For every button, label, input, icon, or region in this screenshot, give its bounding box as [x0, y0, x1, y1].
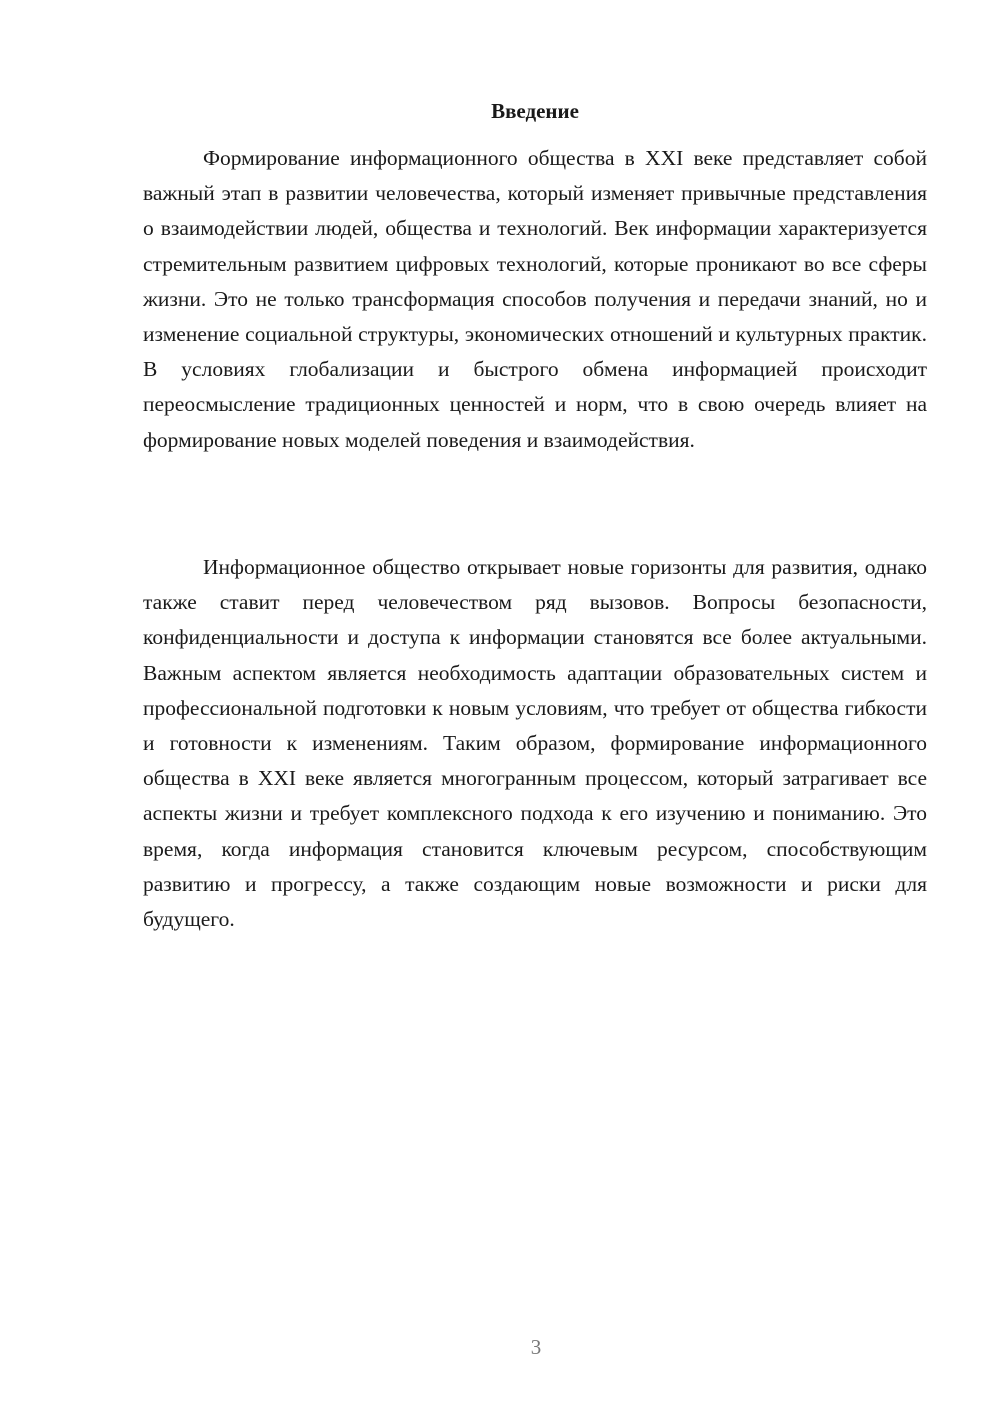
paragraph-1: Формирование информационного общества в XXI веке представляет собой важный этап в развитии человечества, который изменяет привычные представления о взаимодействии людей, общества и технологий. Век информации характеризуется стремительным развитием цифровых технологий, которые проникают во все сферы жизни. Это не только трансформация способов получения и передачи знаний, но и изменение социальной структуры, экономических отношений и культурных практик. В условиях глобализации и быстрого обмена информацией происходит переосмысление традиционных ценностей и норм, что в свою очередь влияет на формирование новых моделей поведения и взаимодействия.: [143, 146, 927, 452]
page-title: Введение: [491, 99, 579, 123]
paragraph-2: Информационное общество открывает новые горизонты для развития, однако также ставит перед человечеством ряд вызовов. Вопросы безопасности, конфиденциальности и доступа к информации становятся все более актуальными. Важным аспектом является необходимость адаптации образовательных систем и профессиональной подготовки к новым условиям, что требует от общества гибкости и готовности к изменениям. Таким образом, формирование информационного общества в XXI веке является многогранным процессом, который затрагивает все аспекты жизни и требует комплексного подхода к его изучению и пониманию. Это время, когда информация становится ключевым ресурсом, способствующим развитию и прогрессу, а также создающим новые возможности и риски для будущего.: [143, 555, 927, 932]
page-number: 3: [530, 1335, 542, 1359]
